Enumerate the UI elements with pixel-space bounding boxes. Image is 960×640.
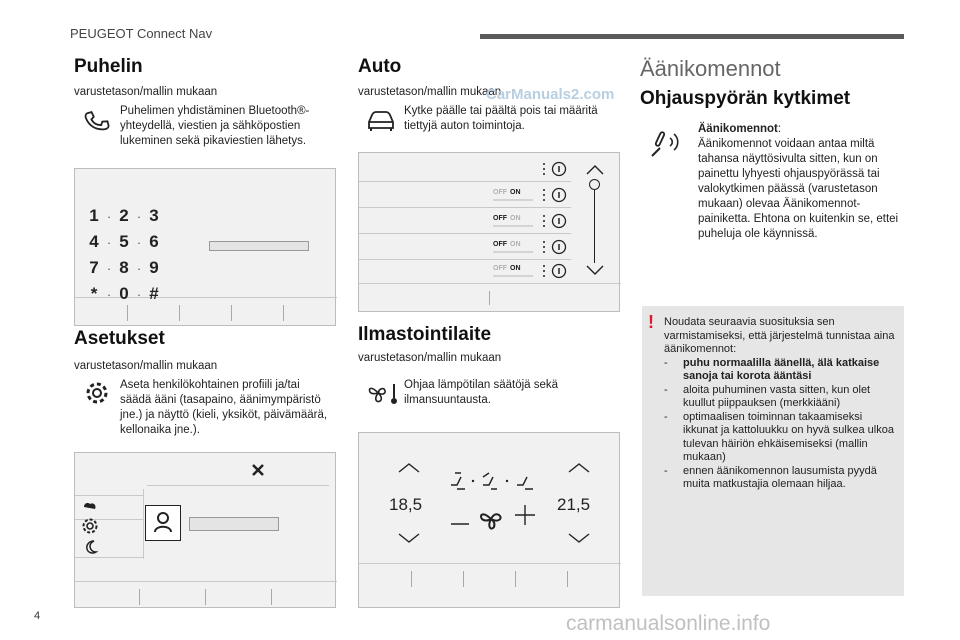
phone-screen: [74, 168, 336, 326]
climate-description: Ohjaa lämpötilan säätöjä sekä ilmansuuntausta.: [404, 379, 559, 406]
toggle-off-label: OFF: [493, 265, 507, 272]
voice-commands-title: Äänikomennot: [640, 56, 781, 81]
airflow-direction-icons[interactable]: [447, 467, 543, 498]
phone-number-field[interactable]: [209, 241, 309, 251]
voice-command-text: Äänikomennot voidaan antaa miltä tahansa näyttösivulta sitten, kun on painettu lyhyesti ohjauspyörässä tai valokytkimen päässä (varustetason mukaan) olevaa Äänikomennot-painiketta. Ehtona on kuitenkin se, ettei puheluja ole käynnissä.: [698, 138, 899, 240]
voice-command-icon: [648, 128, 688, 167]
key-7[interactable]: 7: [89, 258, 99, 277]
car-description: Kytke päälle tai päältä pois tai määritä tiettyjä auton toimintoja.: [404, 105, 598, 132]
phone-heading: Puhelin: [74, 56, 143, 77]
fan-speed-down-icon[interactable]: [451, 513, 469, 531]
warning-list-item: - ennen äänikomennon lausumista pyydä muita matkustajia olemaan hiljaa.: [664, 464, 877, 490]
warning-icon: !: [648, 312, 654, 332]
car-icon: [366, 108, 396, 139]
audio-profile-icon[interactable]: [81, 495, 99, 518]
watermark-top: CarManuals2.com: [486, 86, 615, 103]
settings-description: Aseta henkilökohtainen profiili ja/tai säädä ääni (tasapaino, äänimympäristö jne.) ja näyttö (kieli, yksiköt, päivämäärä, kellonaika jne.).: [120, 379, 328, 436]
header-divider: [480, 34, 904, 39]
phone-description: Puhelimen yhdistäminen Bluetooth®-yhteydellä, viestien ja sähköpostien lukeminen sekä pikaviestien lähetys.: [120, 105, 310, 147]
toggle-switch[interactable]: [493, 189, 521, 196]
key-star[interactable]: *: [90, 284, 98, 303]
keypad-row: * · 0 · #: [87, 281, 177, 307]
key-hash[interactable]: #: [149, 284, 159, 303]
car-heading: Auto: [358, 56, 402, 77]
fan-icon: [477, 505, 505, 538]
menu-info-icon[interactable]: [541, 187, 571, 208]
key-4[interactable]: 4: [89, 232, 99, 251]
climate-fan-icon: [366, 380, 400, 411]
key-6[interactable]: 6: [149, 232, 159, 251]
key-2[interactable]: 2: [119, 206, 129, 225]
warning-list-item: - puhu normaalilla äänellä, älä katkaise sanoja tai korota ääntäsi: [664, 356, 880, 382]
car-subtitle: varustetason/mallin mukaan: [358, 86, 502, 98]
warning-text: [664, 316, 900, 492]
menu-info-icon[interactable]: [541, 239, 571, 260]
temp-right-up-icon[interactable]: [567, 461, 591, 479]
key-0[interactable]: 0: [119, 284, 129, 303]
temp-right-value: 21,5: [557, 495, 591, 514]
keypad-row: 4 · 5 · 6: [87, 229, 177, 255]
scrollbar-track[interactable]: [594, 183, 595, 263]
menu-info-icon[interactable]: [541, 213, 571, 234]
watermark-bottom: carmanualsonline.info: [566, 612, 771, 635]
profile-button[interactable]: [145, 505, 181, 541]
key-9[interactable]: 9: [149, 258, 159, 277]
temp-left-up-icon[interactable]: [397, 461, 421, 479]
phone-keypad: [87, 203, 177, 307]
warning-list-item: - aloita puhuminen vasta sitten, kun olet kuullut piippauksen (merkkiääni): [664, 383, 871, 409]
moon-icon[interactable]: [83, 539, 99, 560]
toggle-switch[interactable]: [493, 265, 521, 272]
scroll-down-icon[interactable]: [585, 263, 605, 281]
page-number: 4: [34, 610, 41, 622]
toggle-on-label: ON: [510, 241, 521, 248]
phone-subtitle: varustetason/mallin mukaan: [74, 86, 218, 98]
steering-wheel-controls-heading: Ohjauspyörän kytkimet: [640, 88, 851, 109]
toggle-off-label: OFF: [493, 189, 507, 196]
fan-speed-up-icon[interactable]: [515, 505, 535, 530]
temp-left-down-icon[interactable]: [397, 531, 421, 549]
menu-info-icon[interactable]: [541, 263, 571, 284]
toggle-on-label: ON: [510, 189, 521, 196]
profile-name-field[interactable]: [189, 517, 279, 531]
voice-command-term: Äänikomennot: [698, 123, 778, 135]
key-3[interactable]: 3: [149, 206, 159, 225]
warning-intro: Noudata seuraavia suosituksia sen varmistamiseksi, että järjestelmä tunnistaa aina äänikomennot:: [664, 316, 895, 355]
menu-info-icon[interactable]: [541, 161, 571, 182]
settings-screen: [74, 452, 336, 608]
manual-header-title: PEUGEOT Connect Nav: [70, 26, 213, 41]
toggle-on-label: ON: [510, 215, 521, 222]
climate-heading: Ilmastointilaite: [358, 324, 492, 345]
phone-handset-icon: [84, 108, 110, 139]
toggle-switch[interactable]: [493, 241, 521, 248]
warning-list-item: - optimaalisen toiminnan takaamiseksi ikkunat ja kattoluukku on hyvä sulkea ulkoa tulevan häiriön ehkäisemiseksi (mallin mukaan): [664, 410, 894, 463]
voice-command-description: Äänikomennot: Äänikomennot voidaan antaa miltä tahansa näyttösivulta sitten, kun on painettu lyhyesti ohjauspyörässä tai valokytkimen päässä (varustetason mukaan) olevaa Äänikomennot-painiketta. Ehtona on kuitenkin se, ettei puheluja ole käynnissä.: [698, 123, 899, 240]
toggle-off-label: OFF: [493, 215, 507, 222]
temp-right-down-icon[interactable]: [567, 531, 591, 549]
climate-subtitle: varustetason/mallin mukaan: [358, 352, 502, 364]
car-screen: [358, 152, 620, 312]
climate-screen: [358, 432, 620, 608]
toggle-off-label: OFF: [493, 241, 507, 248]
toggle-on-label: ON: [510, 265, 521, 272]
keypad-row: 7 · 8 · 9: [87, 255, 177, 281]
key-5[interactable]: 5: [119, 232, 129, 251]
profile-icon: [146, 506, 180, 540]
key-1[interactable]: 1: [89, 206, 99, 225]
close-icon[interactable]: [251, 463, 265, 482]
scrollbar-thumb[interactable]: [589, 179, 600, 190]
toggle-switch[interactable]: [493, 215, 521, 222]
settings-subtitle: varustetason/mallin mukaan: [74, 360, 218, 372]
settings-heading: Asetukset: [74, 328, 165, 349]
gear-icon: [84, 380, 110, 411]
keypad-row: 1 · 2 · 3: [87, 203, 177, 229]
key-8[interactable]: 8: [119, 258, 129, 277]
temp-left-value: 18,5: [389, 495, 423, 514]
gear-icon[interactable]: [81, 517, 99, 540]
